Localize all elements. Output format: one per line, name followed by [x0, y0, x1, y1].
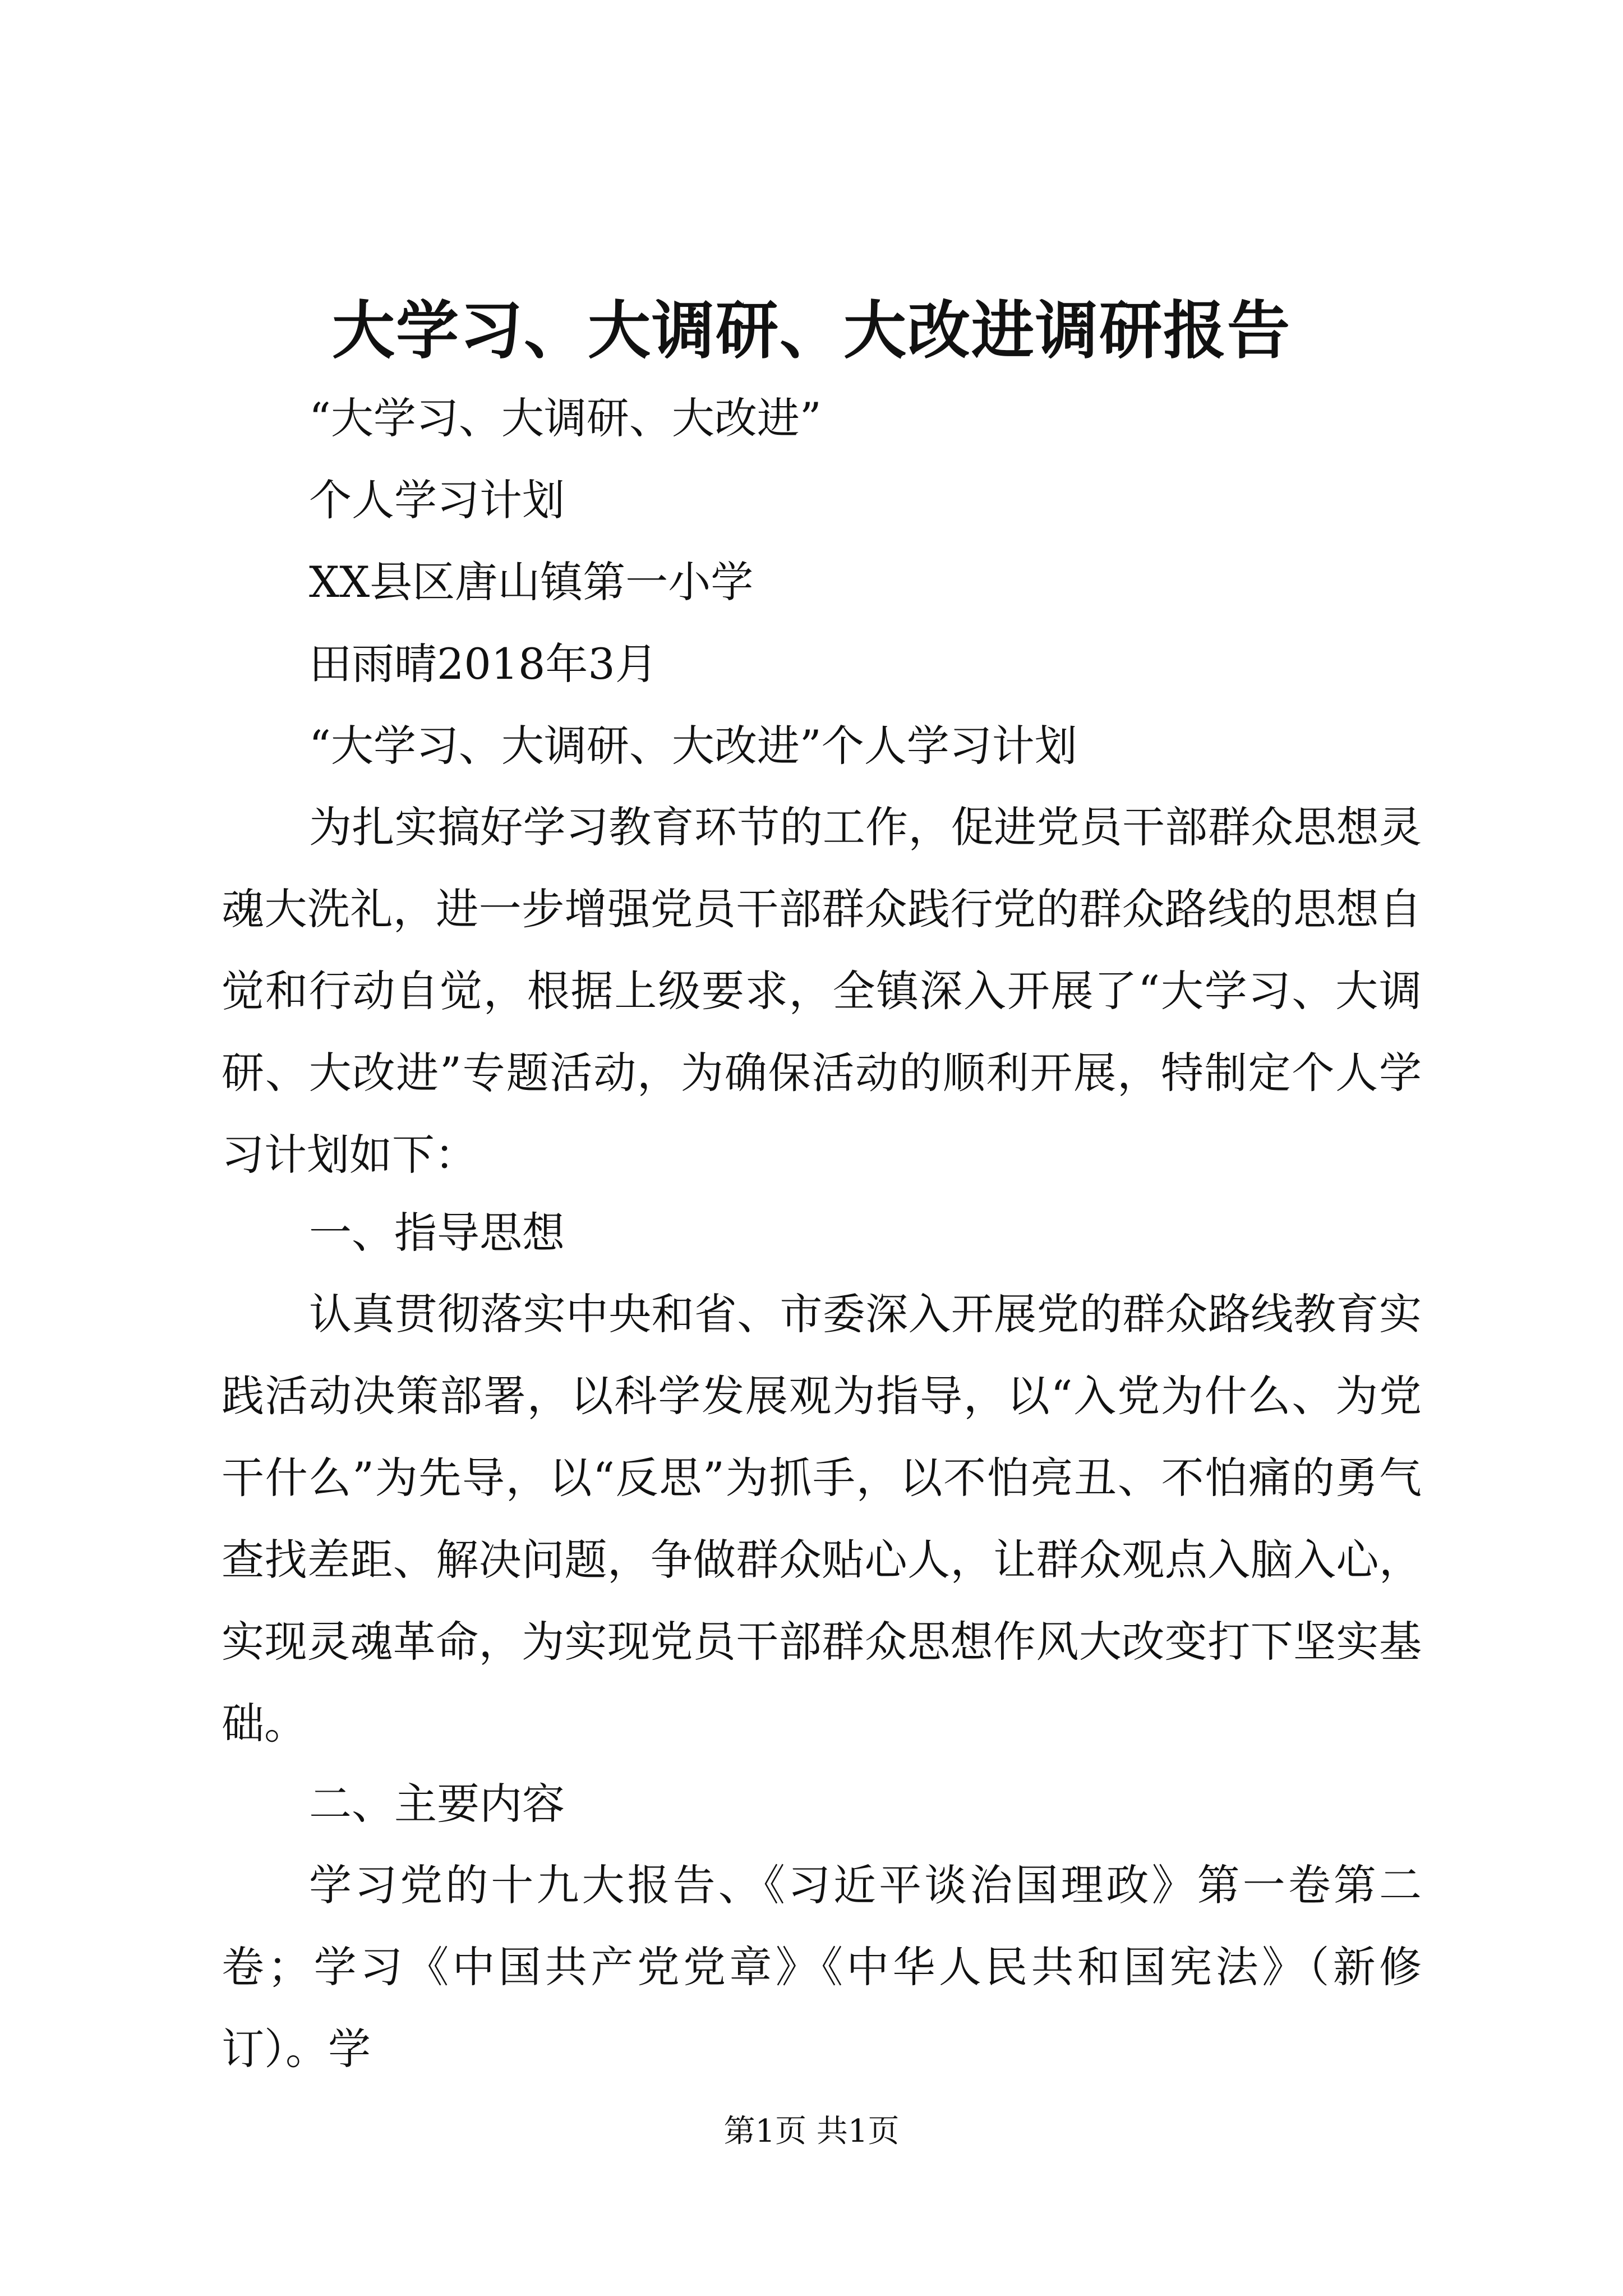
paragraph-guiding-ideology: 认真贯彻落实中央和省、市委深入开展党的群众路线教育实践活动决策部署，以科学发展观为指导，以“入党为什么、为党干什么”为先导，以“反思”为抓手，以不怕亮丑、不怕痛的勇气查找差距、解决问题，争做群众贴心人，让群众观点入脑入心，实现灵魂革命，为实现党员干部群众思想作风大改变打下坚实基础。	[222, 1289, 1422, 1749]
subtitle-line-author-date: 田雨晴2018年3月	[309, 639, 658, 689]
section-heading-main-content: 二、主要内容	[309, 1779, 565, 1829]
subtitle-line-plan: 个人学习计划	[309, 475, 565, 525]
paragraph-main-content: 学习党的十九大报告、《习近平谈治国理政》第一卷第二卷；学习《中国共产党党章》《中华人民共和国宪法》（新修订）。学	[222, 1860, 1422, 2074]
subtitle-line-quote: “大学习、大调研、大改进”	[309, 393, 822, 443]
section-heading-guiding-ideology: 一、指导思想	[309, 1208, 565, 1258]
paragraph-intro: 为扎实搞好学习教育环节的工作，促进党员干部群众思想灵魂大洗礼，进一步增强党员干部群众践行党的群众路线的思想自觉和行动自觉，根据上级要求，全镇深入开展了“大学习、大调研、大改进”专题活动，为确保活动的顺利开展，特制定个人学习计划如下：	[222, 802, 1422, 1180]
subtitle-line-full-title: “大学习、大调研、大改进”个人学习计划	[309, 721, 1077, 771]
document-title: 大学习、大调研、大改进调研报告	[332, 294, 1291, 367]
page-footer: 第1页 共1页	[723, 2113, 900, 2150]
subtitle-line-school: XX县区唐山镇第一小学	[309, 557, 754, 607]
